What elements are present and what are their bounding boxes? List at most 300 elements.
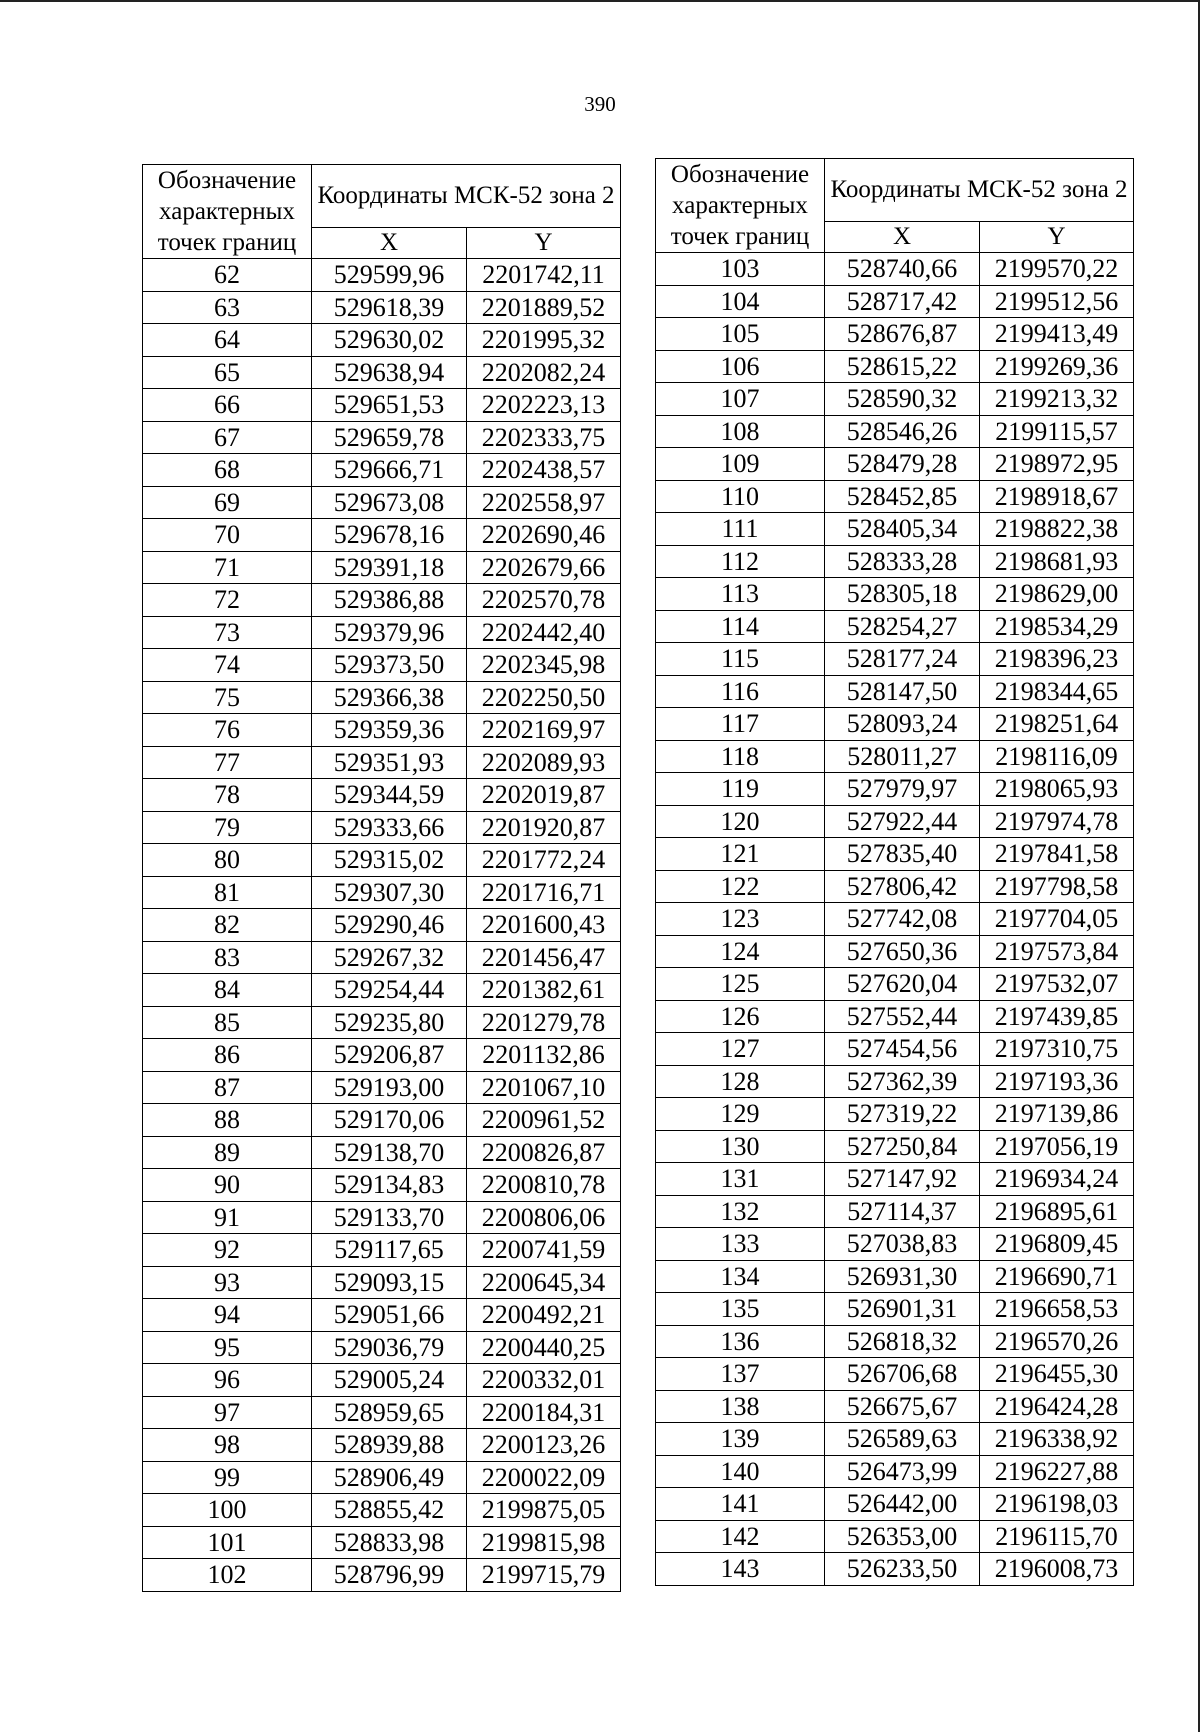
point-number-cell: 65 xyxy=(143,356,312,389)
y-coordinate-cell: 2200184,31 xyxy=(467,1396,621,1429)
x-coordinate-cell: 529618,39 xyxy=(312,291,467,324)
point-number-cell: 138 xyxy=(656,1390,825,1423)
point-number-cell: 97 xyxy=(143,1396,312,1429)
table-row xyxy=(656,285,1134,318)
x-coordinate-cell: 526931,30 xyxy=(825,1260,980,1293)
x-coordinate-cell: 529673,08 xyxy=(312,486,467,519)
point-number-cell: 120 xyxy=(656,805,825,838)
y-coordinate-cell: 2199715,79 xyxy=(467,1559,621,1592)
point-number-cell: 112 xyxy=(656,545,825,578)
y-coordinate-cell: 2199213,32 xyxy=(980,383,1134,416)
x-coordinate-cell: 529666,71 xyxy=(312,454,467,487)
point-number-cell: 114 xyxy=(656,610,825,643)
table-row xyxy=(656,1000,1134,1033)
point-number-cell: 110 xyxy=(656,480,825,513)
table-row xyxy=(143,519,621,552)
x-coordinate-cell: 528177,24 xyxy=(825,643,980,676)
x-coordinate-cell: 529206,87 xyxy=(312,1039,467,1072)
point-number-cell: 124 xyxy=(656,935,825,968)
point-number-cell: 83 xyxy=(143,941,312,974)
point-number-cell: 74 xyxy=(143,649,312,682)
x-coordinate-cell: 529379,96 xyxy=(312,616,467,649)
x-coordinate-cell: 529193,00 xyxy=(312,1071,467,1104)
y-coordinate-cell: 2202679,66 xyxy=(467,551,621,584)
x-coordinate-cell: 528405,34 xyxy=(825,513,980,546)
y-coordinate-cell: 2200810,78 xyxy=(467,1169,621,1202)
y-coordinate-cell: 2199269,36 xyxy=(980,350,1134,383)
point-number-cell: 118 xyxy=(656,740,825,773)
y-coordinate-cell: 2200440,25 xyxy=(467,1331,621,1364)
point-number-cell: 84 xyxy=(143,974,312,1007)
table-row xyxy=(656,773,1134,806)
y-coordinate-cell: 2201279,78 xyxy=(467,1006,621,1039)
table-row xyxy=(656,1130,1134,1163)
y-coordinate-cell: 2200022,09 xyxy=(467,1461,621,1494)
x-coordinate-cell: 529036,79 xyxy=(312,1331,467,1364)
x-coordinate-cell: 529290,46 xyxy=(312,909,467,942)
y-coordinate-cell: 2202250,50 xyxy=(467,681,621,714)
y-coordinate-cell: 2196198,03 xyxy=(980,1488,1134,1521)
point-number-cell: 87 xyxy=(143,1071,312,1104)
x-coordinate-cell: 527650,36 xyxy=(825,935,980,968)
table-row xyxy=(143,1266,621,1299)
y-coordinate-cell: 2201716,71 xyxy=(467,876,621,909)
table-row xyxy=(143,486,621,519)
x-coordinate-cell: 527620,04 xyxy=(825,968,980,1001)
y-coordinate-cell: 2198065,93 xyxy=(980,773,1134,806)
table-row xyxy=(143,1104,621,1137)
x-coordinate-cell: 528590,32 xyxy=(825,383,980,416)
x-coordinate-cell: 528093,24 xyxy=(825,708,980,741)
point-number-cell: 94 xyxy=(143,1299,312,1332)
y-coordinate-cell: 2197310,75 xyxy=(980,1033,1134,1066)
y-coordinate-cell: 2201600,43 xyxy=(467,909,621,942)
table-row xyxy=(143,584,621,617)
x-coordinate-cell: 528333,28 xyxy=(825,545,980,578)
point-number-cell: 129 xyxy=(656,1098,825,1131)
point-number-cell: 125 xyxy=(656,968,825,1001)
point-number-cell: 91 xyxy=(143,1201,312,1234)
table-row xyxy=(656,1488,1134,1521)
x-coordinate-cell: 528305,18 xyxy=(825,578,980,611)
y-coordinate-cell: 2202558,97 xyxy=(467,486,621,519)
y-coordinate-cell: 2196658,53 xyxy=(980,1293,1134,1326)
point-number-cell: 68 xyxy=(143,454,312,487)
point-number-cell: 106 xyxy=(656,350,825,383)
x-coordinate-cell: 529117,65 xyxy=(312,1234,467,1267)
point-number-cell: 130 xyxy=(656,1130,825,1163)
table-row xyxy=(143,1559,621,1592)
table-row xyxy=(143,1071,621,1104)
x-coordinate-cell: 529170,06 xyxy=(312,1104,467,1137)
point-number-cell: 89 xyxy=(143,1136,312,1169)
y-coordinate-cell: 2197056,19 xyxy=(980,1130,1134,1163)
y-coordinate-cell: 2197573,84 xyxy=(980,935,1134,968)
y-coordinate-cell: 2201132,86 xyxy=(467,1039,621,1072)
table-row xyxy=(143,681,621,714)
y-coordinate-cell: 2196008,73 xyxy=(980,1553,1134,1586)
x-coordinate-cell: 528011,27 xyxy=(825,740,980,773)
point-number-cell: 100 xyxy=(143,1494,312,1527)
table-row xyxy=(656,578,1134,611)
x-coordinate-cell: 528796,99 xyxy=(312,1559,467,1592)
point-number-cell: 123 xyxy=(656,903,825,936)
x-coordinate-cell: 528906,49 xyxy=(312,1461,467,1494)
point-number-cell: 81 xyxy=(143,876,312,909)
table-row xyxy=(143,324,621,357)
point-number-cell: 86 xyxy=(143,1039,312,1072)
table-row xyxy=(656,610,1134,643)
point-number-cell: 75 xyxy=(143,681,312,714)
table-row xyxy=(656,1163,1134,1196)
x-coordinate-cell: 529005,24 xyxy=(312,1364,467,1397)
x-coordinate-cell: 528546,26 xyxy=(825,415,980,448)
point-number-cell: 62 xyxy=(143,259,312,292)
point-number-cell: 121 xyxy=(656,838,825,871)
y-coordinate-cell: 2201382,61 xyxy=(467,974,621,1007)
table-row xyxy=(656,1423,1134,1456)
table-row xyxy=(656,1098,1134,1131)
coordinates-table-left xyxy=(142,164,621,1592)
point-number-cell: 99 xyxy=(143,1461,312,1494)
y-coordinate-cell: 2197139,86 xyxy=(980,1098,1134,1131)
y-coordinate-cell: 2197704,05 xyxy=(980,903,1134,936)
x-coordinate-cell: 527552,44 xyxy=(825,1000,980,1033)
point-number-cell: 104 xyxy=(656,285,825,318)
x-coordinate-cell: 529134,83 xyxy=(312,1169,467,1202)
table-row xyxy=(143,1201,621,1234)
table-row xyxy=(656,480,1134,513)
table-row xyxy=(656,415,1134,448)
x-coordinate-cell: 526901,31 xyxy=(825,1293,980,1326)
header-point-label: Обозначение характерных точек границ xyxy=(143,165,312,259)
y-coordinate-cell: 2196338,92 xyxy=(980,1423,1134,1456)
point-number-cell: 134 xyxy=(656,1260,825,1293)
y-coordinate-cell: 2201742,11 xyxy=(467,259,621,292)
table-row xyxy=(143,844,621,877)
table-row xyxy=(143,974,621,1007)
point-number-cell: 137 xyxy=(656,1358,825,1391)
table-row xyxy=(656,1390,1134,1423)
header-coordinates: Координаты МСК-52 зона 2 xyxy=(825,159,1134,222)
x-coordinate-cell: 528959,65 xyxy=(312,1396,467,1429)
y-coordinate-cell: 2200826,87 xyxy=(467,1136,621,1169)
table-row xyxy=(143,1039,621,1072)
y-coordinate-cell: 2200492,21 xyxy=(467,1299,621,1332)
x-coordinate-cell: 527835,40 xyxy=(825,838,980,871)
header-coordinates: Координаты МСК-52 зона 2 xyxy=(312,165,621,228)
y-coordinate-cell: 2200645,34 xyxy=(467,1266,621,1299)
point-number-cell: 95 xyxy=(143,1331,312,1364)
table-row xyxy=(656,708,1134,741)
x-coordinate-cell: 526675,67 xyxy=(825,1390,980,1423)
x-coordinate-cell: 529333,66 xyxy=(312,811,467,844)
x-coordinate-cell: 529391,18 xyxy=(312,551,467,584)
x-coordinate-cell: 528147,50 xyxy=(825,675,980,708)
x-coordinate-cell: 529254,44 xyxy=(312,974,467,1007)
point-number-cell: 98 xyxy=(143,1429,312,1462)
table-row xyxy=(143,454,621,487)
point-number-cell: 72 xyxy=(143,584,312,617)
x-coordinate-cell: 529366,38 xyxy=(312,681,467,714)
x-coordinate-cell: 529373,50 xyxy=(312,649,467,682)
point-number-cell: 76 xyxy=(143,714,312,747)
x-coordinate-cell: 529315,02 xyxy=(312,844,467,877)
y-coordinate-cell: 2202442,40 xyxy=(467,616,621,649)
y-coordinate-cell: 2198918,67 xyxy=(980,480,1134,513)
x-coordinate-cell: 529093,15 xyxy=(312,1266,467,1299)
y-coordinate-cell: 2200332,01 xyxy=(467,1364,621,1397)
table-row xyxy=(656,740,1134,773)
x-coordinate-cell: 529307,30 xyxy=(312,876,467,909)
point-number-cell: 77 xyxy=(143,746,312,779)
y-coordinate-cell: 2197439,85 xyxy=(980,1000,1134,1033)
x-coordinate-cell: 529630,02 xyxy=(312,324,467,357)
point-number-cell: 111 xyxy=(656,513,825,546)
table-row xyxy=(656,1325,1134,1358)
y-coordinate-cell: 2197532,07 xyxy=(980,968,1134,1001)
point-number-cell: 143 xyxy=(656,1553,825,1586)
table-row xyxy=(656,1455,1134,1488)
table-row xyxy=(656,1260,1134,1293)
table-row xyxy=(656,1033,1134,1066)
table-row xyxy=(656,513,1134,546)
y-coordinate-cell: 2198972,95 xyxy=(980,448,1134,481)
table-row xyxy=(143,714,621,747)
table-row xyxy=(143,1006,621,1039)
x-coordinate-cell: 527979,97 xyxy=(825,773,980,806)
table-row xyxy=(656,448,1134,481)
point-number-cell: 117 xyxy=(656,708,825,741)
y-coordinate-cell: 2198681,93 xyxy=(980,545,1134,578)
table-row xyxy=(656,1228,1134,1261)
header-x: X xyxy=(312,227,467,258)
table-row xyxy=(656,545,1134,578)
x-coordinate-cell: 528833,98 xyxy=(312,1526,467,1559)
point-number-cell: 80 xyxy=(143,844,312,877)
x-coordinate-cell: 529051,66 xyxy=(312,1299,467,1332)
point-number-cell: 71 xyxy=(143,551,312,584)
y-coordinate-cell: 2199815,98 xyxy=(467,1526,621,1559)
table-row xyxy=(143,1331,621,1364)
x-coordinate-cell: 528676,87 xyxy=(825,318,980,351)
point-number-cell: 107 xyxy=(656,383,825,416)
table-row xyxy=(143,909,621,942)
x-coordinate-cell: 529133,70 xyxy=(312,1201,467,1234)
x-coordinate-cell: 526473,99 xyxy=(825,1455,980,1488)
point-number-cell: 113 xyxy=(656,578,825,611)
table-row xyxy=(656,1065,1134,1098)
y-coordinate-cell: 2199413,49 xyxy=(980,318,1134,351)
point-number-cell: 90 xyxy=(143,1169,312,1202)
y-coordinate-cell: 2197974,78 xyxy=(980,805,1134,838)
x-coordinate-cell: 529359,36 xyxy=(312,714,467,747)
y-coordinate-cell: 2201920,87 xyxy=(467,811,621,844)
y-coordinate-cell: 2201456,47 xyxy=(467,941,621,974)
table-row xyxy=(656,1520,1134,1553)
table-row xyxy=(143,779,621,812)
x-coordinate-cell: 527742,08 xyxy=(825,903,980,936)
y-coordinate-cell: 2202570,78 xyxy=(467,584,621,617)
point-number-cell: 108 xyxy=(656,415,825,448)
table-row xyxy=(656,1293,1134,1326)
table-row xyxy=(143,1136,621,1169)
header-y: Y xyxy=(467,227,621,258)
y-coordinate-cell: 2202019,87 xyxy=(467,779,621,812)
y-coordinate-cell: 2202223,13 xyxy=(467,389,621,422)
y-coordinate-cell: 2200961,52 xyxy=(467,1104,621,1137)
x-coordinate-cell: 527114,37 xyxy=(825,1195,980,1228)
table-row xyxy=(656,870,1134,903)
x-coordinate-cell: 528939,88 xyxy=(312,1429,467,1462)
table-row xyxy=(656,903,1134,936)
x-coordinate-cell: 526589,63 xyxy=(825,1423,980,1456)
point-number-cell: 79 xyxy=(143,811,312,844)
table-row xyxy=(656,675,1134,708)
point-number-cell: 115 xyxy=(656,643,825,676)
table-row xyxy=(143,1299,621,1332)
y-coordinate-cell: 2198629,00 xyxy=(980,578,1134,611)
x-coordinate-cell: 529138,70 xyxy=(312,1136,467,1169)
table-row xyxy=(143,1461,621,1494)
x-coordinate-cell: 528479,28 xyxy=(825,448,980,481)
y-coordinate-cell: 2198396,23 xyxy=(980,643,1134,676)
point-number-cell: 105 xyxy=(656,318,825,351)
point-number-cell: 127 xyxy=(656,1033,825,1066)
x-coordinate-cell: 529599,96 xyxy=(312,259,467,292)
table-row xyxy=(143,876,621,909)
x-coordinate-cell: 526442,00 xyxy=(825,1488,980,1521)
x-coordinate-cell: 528855,42 xyxy=(312,1494,467,1527)
x-coordinate-cell: 529235,80 xyxy=(312,1006,467,1039)
header-point-label: Обозначение характерных точек границ xyxy=(656,159,825,253)
y-coordinate-cell: 2198534,29 xyxy=(980,610,1134,643)
table-row xyxy=(143,1234,621,1267)
table-row xyxy=(656,1553,1134,1586)
table-row xyxy=(143,259,621,292)
x-coordinate-cell: 529638,94 xyxy=(312,356,467,389)
point-number-cell: 122 xyxy=(656,870,825,903)
x-coordinate-cell: 527362,39 xyxy=(825,1065,980,1098)
x-coordinate-cell: 529351,93 xyxy=(312,746,467,779)
y-coordinate-cell: 2196690,71 xyxy=(980,1260,1134,1293)
y-coordinate-cell: 2196570,26 xyxy=(980,1325,1134,1358)
x-coordinate-cell: 527806,42 xyxy=(825,870,980,903)
point-number-cell: 141 xyxy=(656,1488,825,1521)
y-coordinate-cell: 2200123,26 xyxy=(467,1429,621,1462)
x-coordinate-cell: 529678,16 xyxy=(312,519,467,552)
x-coordinate-cell: 527454,56 xyxy=(825,1033,980,1066)
point-number-cell: 119 xyxy=(656,773,825,806)
page-frame-top xyxy=(0,0,1200,2)
table-row xyxy=(143,421,621,454)
point-number-cell: 88 xyxy=(143,1104,312,1137)
point-number-cell: 82 xyxy=(143,909,312,942)
y-coordinate-cell: 2196455,30 xyxy=(980,1358,1134,1391)
table-row xyxy=(143,649,621,682)
point-number-cell: 85 xyxy=(143,1006,312,1039)
header-x: X xyxy=(825,221,980,252)
y-coordinate-cell: 2196895,61 xyxy=(980,1195,1134,1228)
y-coordinate-cell: 2201889,52 xyxy=(467,291,621,324)
x-coordinate-cell: 529651,53 xyxy=(312,389,467,422)
point-number-cell: 69 xyxy=(143,486,312,519)
y-coordinate-cell: 2198822,38 xyxy=(980,513,1134,546)
y-coordinate-cell: 2199570,22 xyxy=(980,253,1134,286)
y-coordinate-cell: 2196115,70 xyxy=(980,1520,1134,1553)
y-coordinate-cell: 2201995,32 xyxy=(467,324,621,357)
x-coordinate-cell: 528615,22 xyxy=(825,350,980,383)
x-coordinate-cell: 528717,42 xyxy=(825,285,980,318)
x-coordinate-cell: 528452,85 xyxy=(825,480,980,513)
y-coordinate-cell: 2199512,56 xyxy=(980,285,1134,318)
point-number-cell: 63 xyxy=(143,291,312,324)
table-row xyxy=(143,1364,621,1397)
y-coordinate-cell: 2196227,88 xyxy=(980,1455,1134,1488)
table-row xyxy=(143,1429,621,1462)
table-row xyxy=(143,941,621,974)
point-number-cell: 133 xyxy=(656,1228,825,1261)
point-number-cell: 73 xyxy=(143,616,312,649)
x-coordinate-cell: 527147,92 xyxy=(825,1163,980,1196)
table-row xyxy=(143,291,621,324)
point-number-cell: 135 xyxy=(656,1293,825,1326)
point-number-cell: 140 xyxy=(656,1455,825,1488)
y-coordinate-cell: 2197798,58 xyxy=(980,870,1134,903)
table-row xyxy=(143,616,621,649)
point-number-cell: 139 xyxy=(656,1423,825,1456)
x-coordinate-cell: 527038,83 xyxy=(825,1228,980,1261)
point-number-cell: 128 xyxy=(656,1065,825,1098)
x-coordinate-cell: 529344,59 xyxy=(312,779,467,812)
table-row xyxy=(656,935,1134,968)
table-row xyxy=(656,253,1134,286)
point-number-cell: 93 xyxy=(143,1266,312,1299)
table-row xyxy=(656,968,1134,1001)
point-number-cell: 126 xyxy=(656,1000,825,1033)
y-coordinate-cell: 2201772,24 xyxy=(467,844,621,877)
point-number-cell: 70 xyxy=(143,519,312,552)
point-number-cell: 66 xyxy=(143,389,312,422)
y-coordinate-cell: 2199115,57 xyxy=(980,415,1134,448)
header-y: Y xyxy=(980,221,1134,252)
point-number-cell: 103 xyxy=(656,253,825,286)
point-number-cell: 131 xyxy=(656,1163,825,1196)
x-coordinate-cell: 527250,84 xyxy=(825,1130,980,1163)
x-coordinate-cell: 528254,27 xyxy=(825,610,980,643)
point-number-cell: 142 xyxy=(656,1520,825,1553)
point-number-cell: 136 xyxy=(656,1325,825,1358)
y-coordinate-cell: 2200741,59 xyxy=(467,1234,621,1267)
table-row xyxy=(143,389,621,422)
y-coordinate-cell: 2202082,24 xyxy=(467,356,621,389)
y-coordinate-cell: 2199875,05 xyxy=(467,1494,621,1527)
point-number-cell: 116 xyxy=(656,675,825,708)
table-row xyxy=(656,383,1134,416)
y-coordinate-cell: 2196934,24 xyxy=(980,1163,1134,1196)
y-coordinate-cell: 2202438,57 xyxy=(467,454,621,487)
y-coordinate-cell: 2202690,46 xyxy=(467,519,621,552)
x-coordinate-cell: 526818,32 xyxy=(825,1325,980,1358)
x-coordinate-cell: 529659,78 xyxy=(312,421,467,454)
table-row xyxy=(656,318,1134,351)
y-coordinate-cell: 2197193,36 xyxy=(980,1065,1134,1098)
y-coordinate-cell: 2196809,45 xyxy=(980,1228,1134,1261)
y-coordinate-cell: 2202345,98 xyxy=(467,649,621,682)
table-row xyxy=(143,1526,621,1559)
y-coordinate-cell: 2197841,58 xyxy=(980,838,1134,871)
point-number-cell: 101 xyxy=(143,1526,312,1559)
